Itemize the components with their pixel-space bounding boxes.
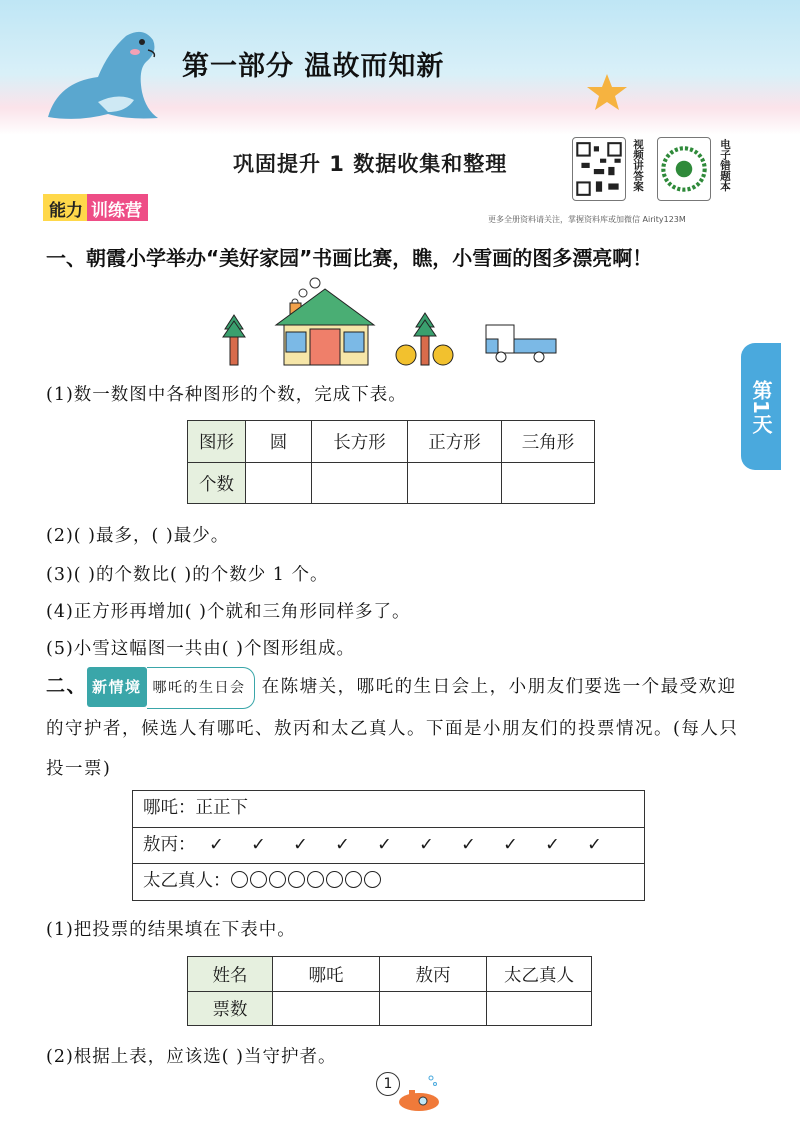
question-1-part-1: (1)数一数图中各种图形的个数，完成下表。 [46,385,407,405]
vote-count-table [187,956,592,1026]
circle-mark [288,871,305,888]
table-header: 太乙真人 [487,957,592,992]
circle-mark [326,871,343,888]
qr-label-error-book: 电子错题本 [719,139,731,192]
circle-marks [231,864,383,899]
table-header: 三角形 [502,421,595,463]
table-row-label: 票数 [188,992,273,1026]
question-1-title: 一、朝霞小学举办“美好家园”书画比赛，瞧，小雪画的图多漂亮啊！ [46,246,653,270]
circle-mark [231,871,248,888]
vote-tally-box [132,790,645,901]
check-mark: ✓ [587,834,602,855]
truck-shape [486,325,556,362]
new-situation-tag: 新情境 [87,667,147,707]
seal-mascot-illustration [38,22,168,127]
shape-count-table [187,420,595,504]
answer-cell[interactable] [502,463,595,504]
circle-shape [396,345,416,365]
question-2-part-1: (1)把投票的结果填在下表中。 [46,920,296,940]
answer-cell[interactable] [487,992,592,1026]
question-1-part-5: (5)小雪这幅图一共由( )个图形组成。 [46,639,356,659]
qr-code-icon[interactable] [657,137,711,201]
vote-row-aobing [133,828,644,865]
question-1-part-3: (3)( )的个数比( )的个数少 1 个。 [46,565,329,585]
lesson-title: 巩固提升 1 数据收集和整理 [233,152,508,176]
starfish-icon [585,72,629,112]
answer-cell[interactable] [408,463,502,504]
question-2-part-2: (2)根据上表，应该选( )当守护者。 [46,1047,337,1067]
table-header: 敖丙 [380,957,487,992]
question-1-part-4: (4)正方形再增加( )个就和三角形同样多了。 [46,602,411,622]
circle-mark [250,871,267,888]
check-mark: ✓ [377,834,392,855]
vote-label-aobing: 敖丙： [143,834,196,855]
check-mark: ✓ [293,834,308,855]
tree-shape [223,315,245,365]
question-2-number: 二、 [46,675,88,697]
header-banner [0,0,800,135]
circle-mark [345,871,362,888]
page-title: 第一部分 温故而知新 [182,51,445,82]
check-mark: ✓ [419,834,434,855]
vote-row-nezha: 哪吒：正正下 [133,791,644,828]
table-row-label: 个数 [188,463,246,504]
question-2-intro: 在陈塘关，哪吒的生日会上，小朋友们要选一个最受欢迎的守护者，候选人有哪吒、敖丙和太乙真人。下面是小朋友们的投票情况。(每人只投一票) [46,677,739,779]
table-header: 正方形 [408,421,502,463]
qr-label-video: 视频讲答案 [632,139,644,192]
table-header: 哪吒 [273,957,380,992]
question-1-part-2: (2)( )最多，( )最少。 [46,526,230,546]
submarine-icon [395,1072,443,1114]
tree-shape [414,313,436,365]
check-mark: ✓ [335,834,350,855]
table-header: 圆 [246,421,312,463]
badge-label-b: 训练营 [87,194,148,221]
table-header: 图形 [188,421,246,463]
check-mark: ✓ [209,834,224,855]
drawing-illustration [220,275,565,370]
table-header: 长方形 [312,421,408,463]
check-mark: ✓ [503,834,518,855]
check-mark: ✓ [251,834,266,855]
check-marks [196,828,616,863]
question-2-intro-block [46,666,746,789]
table-header: 姓名 [188,957,273,992]
vote-label-taiyi: 太乙真人： [143,871,231,891]
badge-label-a: 能力 [43,194,87,221]
topic-tag: 哪吒的生日会 [147,667,255,709]
circle-mark [269,871,286,888]
answer-cell[interactable] [380,992,487,1026]
answer-cell[interactable] [273,992,380,1026]
section-badge [43,194,148,221]
circle-mark [307,871,324,888]
circle-mark [364,871,381,888]
qr-note: 更多全册资料请关注，掌握资料库或加微信 Airity123M [488,215,686,224]
page-number: 1 [376,1072,400,1096]
check-mark: ✓ [545,834,560,855]
answer-cell[interactable] [312,463,408,504]
vote-row-taiyi [133,864,644,900]
day-tab[interactable]: 第1天 [741,343,781,470]
answer-cell[interactable] [246,463,312,504]
circle-shape [433,345,453,365]
house-shape [276,278,374,365]
check-mark: ✓ [461,834,476,855]
qr-code-icon[interactable] [572,137,626,201]
